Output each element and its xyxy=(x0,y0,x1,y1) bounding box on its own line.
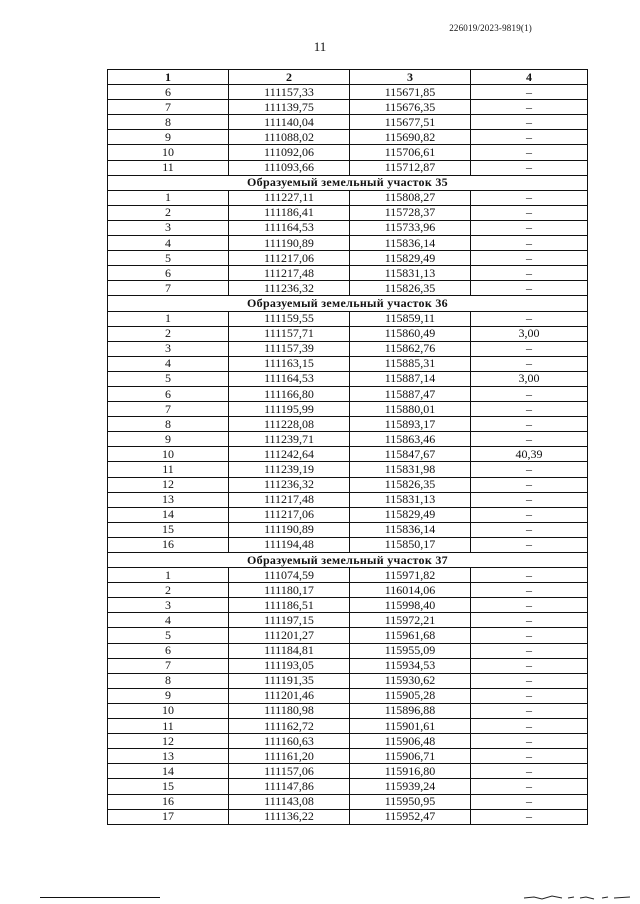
cell-x: 111093,66 xyxy=(229,160,350,175)
cell-distance: – xyxy=(471,236,588,251)
cell-x: 111190,89 xyxy=(229,522,350,537)
cell-x: 111217,06 xyxy=(229,507,350,522)
cell-x: 111186,41 xyxy=(229,205,350,220)
cell-distance: – xyxy=(471,432,588,447)
cell-y: 115850,17 xyxy=(350,537,471,552)
cell-y: 115831,13 xyxy=(350,492,471,507)
cell-point-number: 15 xyxy=(108,779,229,794)
cell-x: 111186,51 xyxy=(229,598,350,613)
cell-point-number: 9 xyxy=(108,432,229,447)
cell-point-number: 3 xyxy=(108,598,229,613)
cell-x: 111201,27 xyxy=(229,628,350,643)
cell-x: 111160,63 xyxy=(229,734,350,749)
cell-distance: – xyxy=(471,402,588,417)
cell-x: 111136,22 xyxy=(229,809,350,824)
footer-rule xyxy=(40,897,160,898)
table-row xyxy=(108,402,588,417)
cell-point-number: 3 xyxy=(108,220,229,235)
cell-distance: – xyxy=(471,598,588,613)
table-row xyxy=(108,220,588,235)
cell-distance: – xyxy=(471,688,588,703)
section-heading: Образуемый земельный участок 36 xyxy=(108,296,588,311)
header-cell-point: 1 xyxy=(108,70,229,85)
cell-point-number: 4 xyxy=(108,236,229,251)
cell-distance: – xyxy=(471,130,588,145)
cell-distance: – xyxy=(471,749,588,764)
cell-y: 115826,35 xyxy=(350,477,471,492)
table-row xyxy=(108,568,588,583)
cell-distance: – xyxy=(471,764,588,779)
cell-distance: – xyxy=(471,477,588,492)
cell-y: 115847,67 xyxy=(350,447,471,462)
cell-x: 111147,86 xyxy=(229,779,350,794)
cell-point-number: 6 xyxy=(108,643,229,658)
cell-x: 111239,71 xyxy=(229,432,350,447)
table-row xyxy=(108,462,588,477)
table-row xyxy=(108,522,588,537)
cell-point-number: 13 xyxy=(108,749,229,764)
cell-y: 115998,40 xyxy=(350,598,471,613)
cell-y: 115808,27 xyxy=(350,190,471,205)
cell-y: 115690,82 xyxy=(350,130,471,145)
cell-point-number: 14 xyxy=(108,764,229,779)
table-row xyxy=(108,447,588,462)
table-row xyxy=(108,130,588,145)
cell-x: 111157,33 xyxy=(229,85,350,100)
cell-x: 111157,06 xyxy=(229,764,350,779)
cell-x: 111180,17 xyxy=(229,583,350,598)
cell-point-number: 3 xyxy=(108,341,229,356)
cell-y: 115893,17 xyxy=(350,417,471,432)
cell-x: 111184,81 xyxy=(229,643,350,658)
table-row xyxy=(108,236,588,251)
cell-point-number: 10 xyxy=(108,447,229,462)
cell-x: 111190,89 xyxy=(229,236,350,251)
table-row xyxy=(108,85,588,100)
cell-distance: – xyxy=(471,703,588,718)
cell-x: 111092,06 xyxy=(229,145,350,160)
table-row xyxy=(108,356,588,371)
cell-distance: – xyxy=(471,583,588,598)
cell-distance: – xyxy=(471,492,588,507)
cell-y: 115896,88 xyxy=(350,703,471,718)
table-row xyxy=(108,311,588,326)
cell-x: 111217,06 xyxy=(229,251,350,266)
cell-point-number: 13 xyxy=(108,492,229,507)
cell-y: 115836,14 xyxy=(350,522,471,537)
cell-x: 111180,98 xyxy=(229,703,350,718)
cell-point-number: 11 xyxy=(108,160,229,175)
cell-y: 115887,47 xyxy=(350,386,471,401)
cell-y: 115930,62 xyxy=(350,673,471,688)
cell-point-number: 5 xyxy=(108,251,229,266)
table-header-row xyxy=(108,70,588,85)
cell-distance: – xyxy=(471,568,588,583)
cell-distance: 40,39 xyxy=(471,447,588,462)
cell-distance: – xyxy=(471,613,588,628)
table-row xyxy=(108,432,588,447)
cell-distance: – xyxy=(471,462,588,477)
cell-point-number: 4 xyxy=(108,356,229,371)
cell-point-number: 12 xyxy=(108,734,229,749)
cell-x: 111074,59 xyxy=(229,568,350,583)
section-heading: Образуемый земельный участок 37 xyxy=(108,553,588,568)
table-row xyxy=(108,779,588,794)
cell-point-number: 5 xyxy=(108,628,229,643)
cell-distance: – xyxy=(471,628,588,643)
cell-distance: – xyxy=(471,417,588,432)
table-row xyxy=(108,794,588,809)
cell-y: 115831,98 xyxy=(350,462,471,477)
cell-y: 115860,49 xyxy=(350,326,471,341)
table-row xyxy=(108,749,588,764)
table-row xyxy=(108,764,588,779)
cell-y: 115955,09 xyxy=(350,643,471,658)
cell-x: 111242,64 xyxy=(229,447,350,462)
cell-distance: – xyxy=(471,734,588,749)
cell-point-number: 6 xyxy=(108,85,229,100)
cell-distance: – xyxy=(471,341,588,356)
cell-distance: – xyxy=(471,205,588,220)
cell-y: 115885,31 xyxy=(350,356,471,371)
section-heading: Образуемый земельный участок 35 xyxy=(108,175,588,190)
cell-distance: 3,00 xyxy=(471,371,588,386)
cell-x: 111197,15 xyxy=(229,613,350,628)
cell-distance: – xyxy=(471,266,588,281)
cell-distance: – xyxy=(471,100,588,115)
cell-point-number: 8 xyxy=(108,673,229,688)
cell-y: 115939,24 xyxy=(350,779,471,794)
cell-x: 111162,72 xyxy=(229,719,350,734)
cell-point-number: 7 xyxy=(108,658,229,673)
cell-y: 115831,13 xyxy=(350,266,471,281)
cell-point-number: 7 xyxy=(108,281,229,296)
cell-point-number: 5 xyxy=(108,371,229,386)
cell-x: 111217,48 xyxy=(229,266,350,281)
table-row xyxy=(108,719,588,734)
cell-distance: – xyxy=(471,522,588,537)
cell-y: 115863,46 xyxy=(350,432,471,447)
table-row xyxy=(108,658,588,673)
cell-x: 111159,55 xyxy=(229,311,350,326)
table-row xyxy=(108,266,588,281)
section-heading-row xyxy=(108,553,588,568)
cell-y: 115862,76 xyxy=(350,341,471,356)
cell-distance: – xyxy=(471,507,588,522)
cell-y: 115972,21 xyxy=(350,613,471,628)
table-row xyxy=(108,100,588,115)
cell-distance: – xyxy=(471,281,588,296)
cell-y: 115905,28 xyxy=(350,688,471,703)
cell-x: 111236,32 xyxy=(229,281,350,296)
cell-distance: – xyxy=(471,85,588,100)
cell-x: 111239,19 xyxy=(229,462,350,477)
cell-distance: – xyxy=(471,658,588,673)
cell-y: 115906,71 xyxy=(350,749,471,764)
cell-distance: – xyxy=(471,673,588,688)
cell-x: 111166,80 xyxy=(229,386,350,401)
table-row xyxy=(108,734,588,749)
cell-point-number: 8 xyxy=(108,417,229,432)
cell-y: 115901,61 xyxy=(350,719,471,734)
cell-y: 116014,06 xyxy=(350,583,471,598)
cell-x: 111139,75 xyxy=(229,100,350,115)
cell-x: 111143,08 xyxy=(229,794,350,809)
cell-y: 115916,80 xyxy=(350,764,471,779)
cell-point-number: 9 xyxy=(108,130,229,145)
cell-distance: – xyxy=(471,719,588,734)
cell-point-number: 2 xyxy=(108,583,229,598)
cell-distance: – xyxy=(471,251,588,266)
cell-distance: – xyxy=(471,220,588,235)
cell-point-number: 17 xyxy=(108,809,229,824)
table-row xyxy=(108,160,588,175)
cell-y: 115676,35 xyxy=(350,100,471,115)
cell-point-number: 7 xyxy=(108,100,229,115)
table-row xyxy=(108,703,588,718)
cell-y: 115906,48 xyxy=(350,734,471,749)
cell-x: 111088,02 xyxy=(229,130,350,145)
cell-x: 111227,11 xyxy=(229,190,350,205)
cell-x: 111163,15 xyxy=(229,356,350,371)
table-row xyxy=(108,583,588,598)
cell-x: 111157,71 xyxy=(229,326,350,341)
cell-y: 115836,14 xyxy=(350,236,471,251)
table-row xyxy=(108,809,588,824)
cell-y: 115952,47 xyxy=(350,809,471,824)
cell-point-number: 7 xyxy=(108,402,229,417)
cell-y: 115961,68 xyxy=(350,628,471,643)
cell-distance: – xyxy=(471,356,588,371)
table-row xyxy=(108,598,588,613)
cell-x: 111193,05 xyxy=(229,658,350,673)
table-row xyxy=(108,507,588,522)
table-row xyxy=(108,628,588,643)
table-row xyxy=(108,115,588,130)
table-row xyxy=(108,205,588,220)
table-row xyxy=(108,417,588,432)
cell-y: 115880,01 xyxy=(350,402,471,417)
table-row xyxy=(108,643,588,658)
cell-y: 115826,35 xyxy=(350,281,471,296)
cell-point-number: 14 xyxy=(108,507,229,522)
cell-x: 111217,48 xyxy=(229,492,350,507)
table-row xyxy=(108,251,588,266)
cell-distance: – xyxy=(471,779,588,794)
cell-point-number: 16 xyxy=(108,537,229,552)
section-heading-row xyxy=(108,296,588,311)
table-row xyxy=(108,477,588,492)
table-row xyxy=(108,613,588,628)
cell-x: 111140,04 xyxy=(229,115,350,130)
cell-distance: – xyxy=(471,145,588,160)
cell-point-number: 6 xyxy=(108,386,229,401)
cell-distance: – xyxy=(471,809,588,824)
cell-point-number: 6 xyxy=(108,266,229,281)
cell-distance: – xyxy=(471,794,588,809)
cell-distance: – xyxy=(471,160,588,175)
cell-y: 115733,96 xyxy=(350,220,471,235)
cell-point-number: 15 xyxy=(108,522,229,537)
cell-y: 115971,82 xyxy=(350,568,471,583)
cell-y: 115712,87 xyxy=(350,160,471,175)
cell-point-number: 9 xyxy=(108,688,229,703)
section-heading-row xyxy=(108,175,588,190)
cell-y: 115829,49 xyxy=(350,251,471,266)
coordinates-table-body xyxy=(108,70,588,825)
table-row xyxy=(108,281,588,296)
cell-point-number: 2 xyxy=(108,326,229,341)
cell-point-number: 11 xyxy=(108,719,229,734)
cell-x: 111195,99 xyxy=(229,402,350,417)
cell-point-number: 10 xyxy=(108,145,229,160)
table-row xyxy=(108,492,588,507)
cell-point-number: 8 xyxy=(108,115,229,130)
cell-distance: – xyxy=(471,311,588,326)
cell-y: 115950,95 xyxy=(350,794,471,809)
cell-y: 115677,51 xyxy=(350,115,471,130)
cell-point-number: 1 xyxy=(108,190,229,205)
cell-x: 111161,20 xyxy=(229,749,350,764)
cell-y: 115706,61 xyxy=(350,145,471,160)
table-row xyxy=(108,371,588,386)
cell-distance: – xyxy=(471,115,588,130)
cell-point-number: 1 xyxy=(108,568,229,583)
cell-x: 111164,53 xyxy=(229,220,350,235)
cell-y: 115728,37 xyxy=(350,205,471,220)
cell-x: 111191,35 xyxy=(229,673,350,688)
cell-y: 115934,53 xyxy=(350,658,471,673)
cell-y: 115671,85 xyxy=(350,85,471,100)
cell-y: 115829,49 xyxy=(350,507,471,522)
cell-point-number: 12 xyxy=(108,477,229,492)
signature-scribble xyxy=(522,893,632,901)
cell-distance: 3,00 xyxy=(471,326,588,341)
document-number: 226019/2023-9819(1) xyxy=(449,23,532,33)
table-row xyxy=(108,673,588,688)
cell-distance: – xyxy=(471,643,588,658)
cell-distance: – xyxy=(471,386,588,401)
cell-point-number: 11 xyxy=(108,462,229,477)
table-row xyxy=(108,537,588,552)
cell-point-number: 10 xyxy=(108,703,229,718)
coordinates-table xyxy=(107,69,588,825)
header-cell-x: 2 xyxy=(229,70,350,85)
table-row xyxy=(108,386,588,401)
table-row xyxy=(108,190,588,205)
cell-point-number: 1 xyxy=(108,311,229,326)
cell-y: 115859,11 xyxy=(350,311,471,326)
header-cell-distance: 4 xyxy=(471,70,588,85)
cell-x: 111201,46 xyxy=(229,688,350,703)
cell-x: 111194,48 xyxy=(229,537,350,552)
cell-point-number: 4 xyxy=(108,613,229,628)
cell-x: 111164,53 xyxy=(229,371,350,386)
cell-x: 111157,39 xyxy=(229,341,350,356)
table-row xyxy=(108,326,588,341)
cell-x: 111228,08 xyxy=(229,417,350,432)
cell-y: 115887,14 xyxy=(350,371,471,386)
table-row xyxy=(108,688,588,703)
table-row xyxy=(108,341,588,356)
page-number: 11 xyxy=(313,39,327,54)
cell-distance: – xyxy=(471,537,588,552)
table-row xyxy=(108,145,588,160)
cell-point-number: 2 xyxy=(108,205,229,220)
cell-x: 111236,32 xyxy=(229,477,350,492)
cell-point-number: 16 xyxy=(108,794,229,809)
cell-distance: – xyxy=(471,190,588,205)
header-cell-y: 3 xyxy=(350,70,471,85)
